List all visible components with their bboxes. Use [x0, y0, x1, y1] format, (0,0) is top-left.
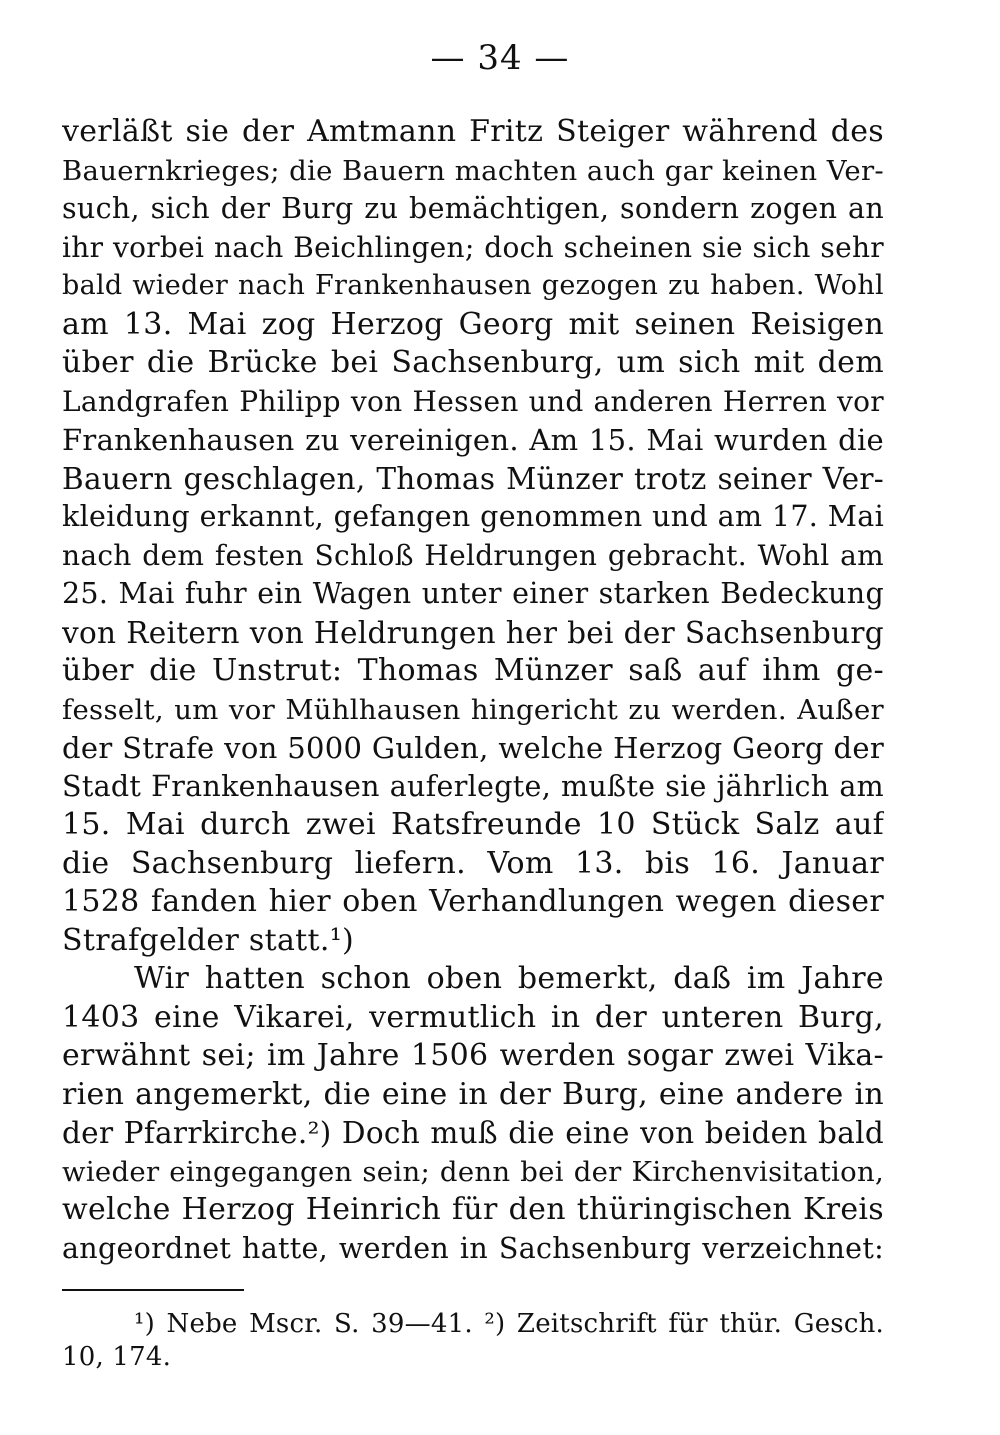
text-line: welche Herzog Heinrich für den thüringischen Kreis	[62, 1192, 884, 1227]
text-line: such, sich der Burg zu bemächtigen, sondern zogen an	[62, 192, 884, 225]
paragraph-1	[62, 113, 884, 960]
text-line: Strafgelder statt.¹)	[62, 922, 355, 958]
text-line: rien angemerkt, die eine in der Burg, eine andere in	[62, 1076, 884, 1112]
text-line: bald wieder nach Frankenhausen gezogen zu haben. Wohl	[62, 270, 884, 301]
text-line: erwähnt sei; im Jahre 1506 werden sogar zwei Vika-	[62, 1038, 884, 1073]
text-line: Stadt Frankenhausen auferlegte, mußte sie jährlich am	[62, 769, 884, 803]
text-line: Bauernkrieges; die Bauern machten auch gar keinen Ver-	[62, 154, 884, 187]
text-line: 1528 fanden hier oben Verhandlungen wegen dieser	[62, 884, 884, 919]
text-line: ihr vorbei nach Beichlingen; doch scheinen sie sich sehr	[62, 230, 884, 264]
text-line: am 13. Mai zog Herzog Georg mit seinen Reisigen	[62, 306, 884, 342]
text-line: nach dem festen Schloß Heldrungen gebracht. Wohl am	[62, 538, 884, 572]
text-line: Wir hatten schon oben bemerkt, daß im Jahre	[134, 961, 884, 996]
footnotes	[62, 1308, 884, 1374]
text-line: Bauern geschlagen, Thomas Münzer trotz seiner Ver-	[62, 461, 884, 496]
text-line: wieder eingegangen sein; denn bei der Kirchenvisitation,	[62, 1155, 884, 1188]
text-line: von Reitern von Heldrungen her bei der Sachsenburg	[62, 615, 884, 650]
text-line: 1403 eine Vikarei, vermutlich in der unteren Burg,	[62, 999, 884, 1035]
text-line: der Pfarrkirche.²) Doch muß die eine von beiden bald	[62, 1116, 884, 1150]
text-line: verläßt sie der Amtmann Fritz Steiger während des	[62, 114, 884, 149]
footnote-line: ¹) Nebe Mscr. S. 39—41. ²) Zeitschrift für thür. Gesch.	[134, 1309, 884, 1339]
text-line: angeordnet hatte, werden in Sachsenburg verzeichnet:	[62, 1231, 884, 1265]
footnote-divider	[62, 1289, 244, 1291]
text-line: die Sachsenburg liefern. Vom 13. bis 16. Januar	[62, 845, 884, 881]
text-line: Frankenhausen zu vereinigen. Am 15. Mai wurden die	[62, 423, 884, 457]
paragraph-2	[62, 960, 884, 1268]
text-line: über die Unstrut: Thomas Münzer saß auf ihm ge-	[62, 653, 884, 688]
text-line: Landgrafen Philipp von Hessen und anderen Herren vor	[62, 384, 884, 418]
text-line: der Strafe von 5000 Gulden, welche Herzog Georg der	[62, 731, 884, 765]
footnote-line: 10, 174.	[62, 1342, 172, 1372]
text-line: 25. Mai fuhr ein Wagen unter einer starken Bedeckung	[62, 577, 884, 610]
text-line: 15. Mai durch zwei Ratsfreunde 10 Stück Salz auf	[62, 807, 884, 842]
page-number: — 34 —	[430, 38, 570, 78]
text-line: fesselt, um vor Mühlhausen hingericht zu werden. Außer	[62, 693, 884, 726]
text-line: über die Brücke bei Sachsenburg, um sich mit dem	[62, 345, 884, 380]
text-line: kleidung erkannt, gefangen genommen und am 17. Mai	[62, 500, 884, 533]
